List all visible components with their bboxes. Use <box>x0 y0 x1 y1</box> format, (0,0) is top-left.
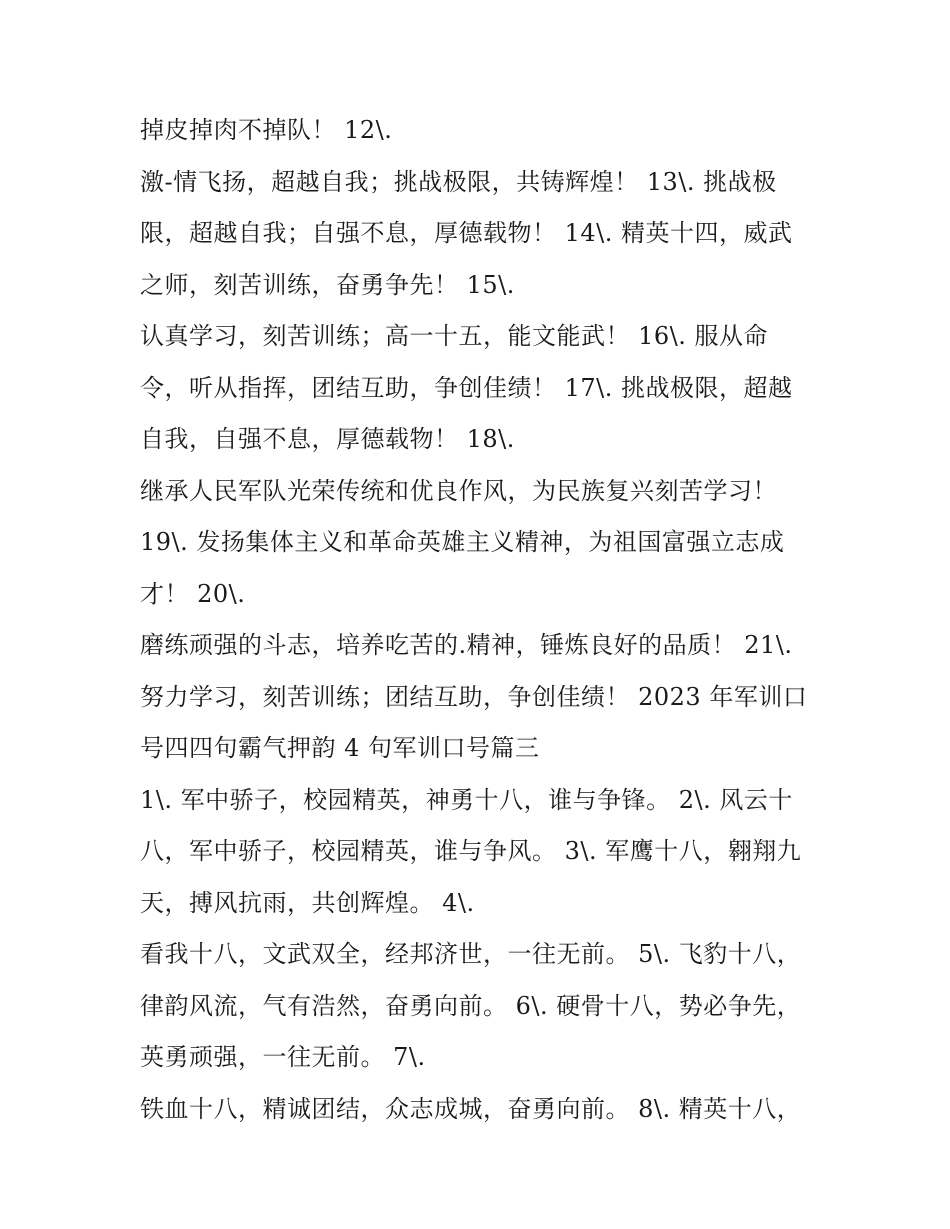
document-body <box>140 112 830 1142</box>
text-line: 才！ 20\. <box>140 579 246 608</box>
text-line: 英勇顽强，一往无前。 7\. <box>140 1043 426 1071</box>
text-line: 之师，刻苦训练，奋勇争先！ 15\. <box>140 270 515 299</box>
text-line: 磨练顽强的斗志，培养吃苦的.精神，锤炼良好的品质！ 21\. <box>140 631 793 659</box>
text-line: 天，搏风抗雨，共创辉煌。 4\. <box>140 888 475 917</box>
text-line: 号四四句霸气押韵 4 句军训口号篇三 <box>140 734 540 762</box>
text-line: 认真学习，刻苦训练；高一十五，能文能武！ 16\. 服从命 <box>140 322 769 350</box>
text-line: 19\. 发扬集体主义和革命英雄主义精神，为祖国富强立志成 <box>140 528 785 556</box>
text-line: 激-情飞扬，超越自我；挑战极限，共铸辉煌！ 13\. 挑战极 <box>140 167 777 196</box>
text-line: 掉皮掉肉不掉队！ 12\. <box>140 116 393 144</box>
text-line: 限，超越自我；自强不息，厚德载物！ 14\. 精英十四，威武 <box>140 219 793 247</box>
text-line: 1\. 军中骄子，校园精英，神勇十八，谁与争锋。 2\. 风云十 <box>140 785 793 814</box>
text-line: 自我，自强不息，厚德载物！ 18\. <box>140 425 515 453</box>
text-line: 铁血十八，精诚团结，众志成城，奋勇向前。 8\. 精英十八， <box>140 1094 802 1123</box>
text-line: 努力学习，刻苦训练；团结互助，争创佳绩！ 2023 年军训口 <box>140 682 808 711</box>
text-line: 八，军中骄子，校园精英，谁与争风。 3\. 军鹰十八，翱翔九 <box>140 837 802 865</box>
text-line: 律韵风流，气有浩然，奋勇向前。 6\. 硬骨十八，势必争先， <box>140 991 802 1020</box>
text-line: 看我十八，文武双全，经邦济世，一往无前。 5\. 飞豹十八， <box>140 940 802 968</box>
text-line: 继承人民军队光荣传统和优良作风，为民族复兴刻苦学习！ <box>140 476 777 505</box>
text-line: 令，听从指挥，团结互助，争创佳绩！ 17\. 挑战极限，超越 <box>140 373 793 402</box>
